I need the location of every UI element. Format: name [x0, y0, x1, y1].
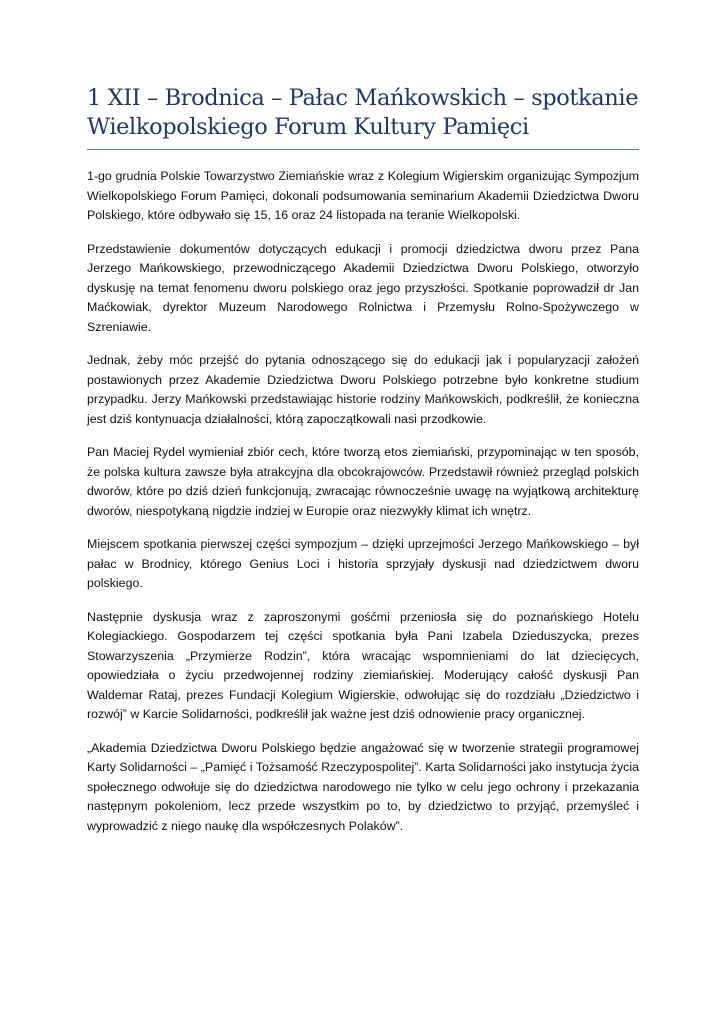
paragraph: Przedstawienie dokumentów dotyczących edukacji i promocji dziedzictwa dworu przez Pana Jerzego Mańkowskiego, przewodniczącego Akademii Dziedzictwa Dworu Polskiego, otworzyło dyskusję na temat fenomenu dworu polskiego oraz jego przyszłości. Spotkanie poprowadził dr Jan Maćkowiak, dyrektor Muzeum Narodowego Rolnictwa i Przemysłu Rolno-Spożywczego w Szreniawie. [87, 241, 639, 334]
paragraph: Pan Maciej Rydel wymieniał zbiór cech, które tworzą etos ziemiański, przypominając w ten sposób, że polska kultura zawsze była atrakcyjna dla obcokrajowców. Przedstawił również przegląd polskich dworów, które po dziś dzień funkcjonują, zwracając równocześnie uwagę na wyjątkową architekturę dworów, niespotykaną nigdzie indziej w Europie oraz niezwykły klimat ich wnętrz. [87, 445, 639, 518]
paragraph: „Akademia Dziedzictwa Dworu Polskiego będzie angażować się w tworzenie strategii programowej Karty Solidarności – „Pamięć i Tożsamość Rzeczypospolitej”. Karta Solidarności jako instytucja życia społecznego odwołuje się do dziedzictwa narodowego nie tylko w celu jego ochrony i przekazania następnym pokoleniom, lecz przede wszystkim po to, by dziedzictwo to przyjąć, przemyśleć i wyprowadzić z niego naukę dla współczesnych Polaków”. [87, 740, 639, 833]
title-underline [87, 149, 639, 150]
page-title: 1 XII – Brodnica – Pałac Mańkowskich – spotkanie Wielkopolskiego Forum Kultury Pamięci [87, 85, 639, 140]
document-page [87, 84, 639, 850]
paragraph: Jednak, żeby móc przejść do pytania odnoszącego się do edukacji jak i popularyzacji założeń postawionych przez Akademie Dziedzictwa Dworu Polskiego potrzebne było konkretne studium przypadku. Jerzy Mańkowski przedstawiając historie rodziny Mańkowskich, podkreślił, że konieczna jest dziś kontynuacja działalności, którą zapoczątkowali nasi przodkowie. [87, 353, 639, 426]
paragraph: Następnie dyskusja wraz z zaproszonymi gośćmi przeniosła się do poznańskiego Hotelu Kolegiackiego. Gospodarzem tej części spotkania była Pani Izabela Dzieduszycka, prezes Stowarzyszenia „Przymierze Rodzin”, która wracając wspomnieniami do lat dziecięcych, opowiedziała o życiu przedwojennej rodziny ziemiańskiej. Moderujący całość dyskusji Pan Waldemar Rataj, prezes Fundacji Kolegium Wigierskie, odwołując się do rozdziału „Dziedzictwo i rozwój” w Karcie Solidarności, podkreślił jak ważne jest dziś odnowienie pracy organicznej. [87, 609, 639, 721]
paragraph: Miejscem spotkania pierwszej części sympozjum – dzięki uprzejmości Jerzego Mańkowskiego – był pałac w Brodnicy, którego Genius Loci i historia sprzyjały dyskusji nad dziedzictwem dworu polskiego. [87, 537, 639, 590]
paragraph: 1-go grudnia Polskie Towarzystwo Ziemiańskie wraz z Kolegium Wigierskim organizując Sympozjum Wielkopolskiego Forum Pamięci, dokonali podsumowania seminarium Akademii Dziedzictwa Dworu Polskiego, które odbywało się 15, 16 oraz 24 listopada na teranie Wielkopolski. [87, 169, 639, 222]
